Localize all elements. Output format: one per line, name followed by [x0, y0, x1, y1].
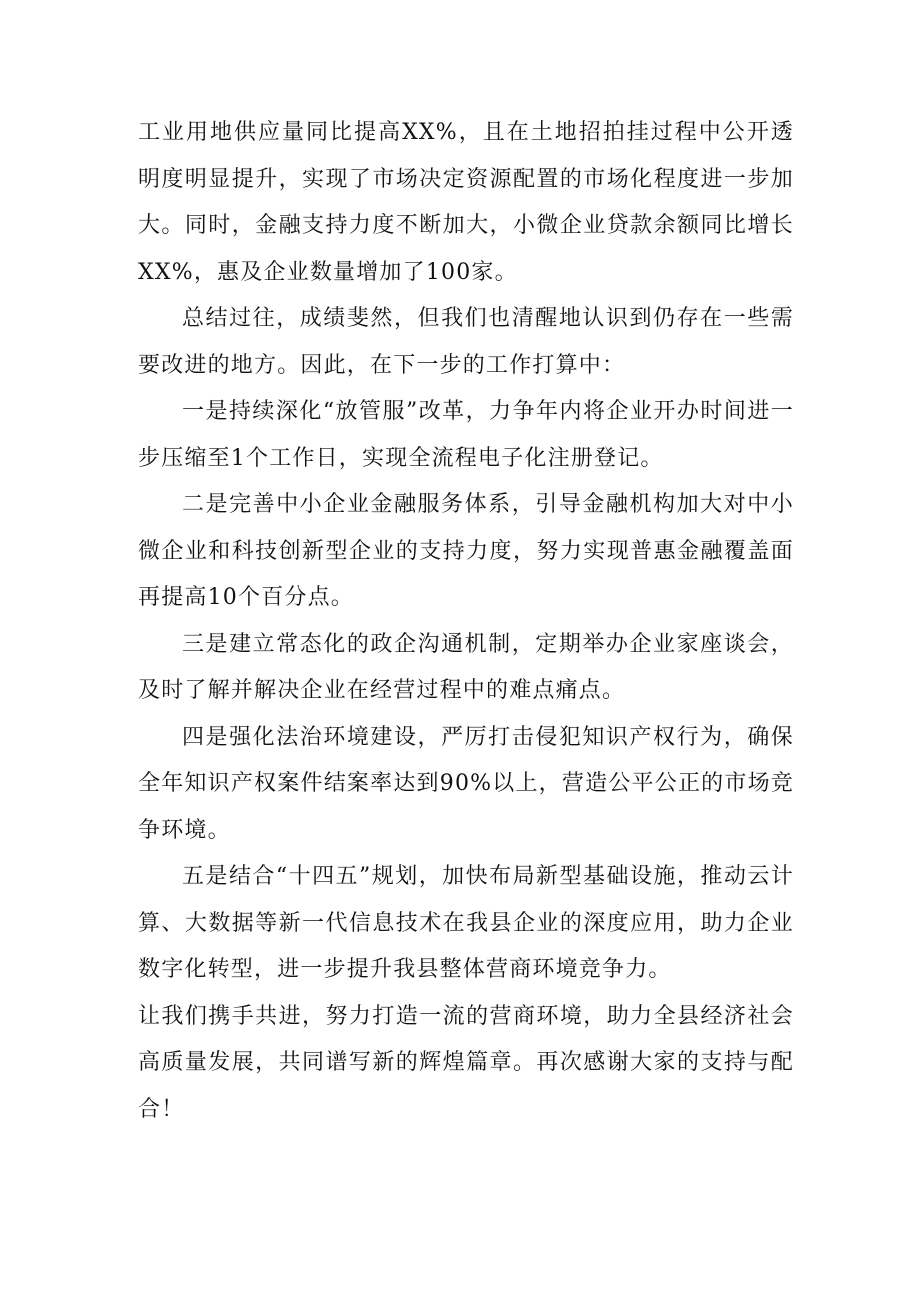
paragraph-closing: 让我们携手共进，努力打造一流的营商环境，助力全县经济社会高质量发展，共同谱写新的辉煌篇章。再次感谢大家的支持与配合！ [138, 1003, 794, 1122]
paragraph-plan-one: 一是持续深化“放管服”改革，力争年内将企业开办时间进一步压缩至1个工作日，实现全流程电子化注册登记。 [138, 399, 794, 471]
paragraph-land-and-finance: 工业用地供应量同比提高XX%，且在土地招拍挂过程中公开透明度明显提升，实现了市场决定资源配置的市场化程度进一步加大。同时，金融支持力度不断加大，小微企业贷款余额同比增长XX%，惠及企业数量增加了100家。 [138, 120, 794, 285]
paragraph-plan-three: 三是建立常态化的政企沟通机制，定期举办企业家座谈会，及时了解并解决企业在经营过程中的难点痛点。 [138, 631, 794, 703]
paragraph-plan-five: 五是结合“十四五”规划，加快布局新型基础设施，推动云计算、大数据等新一代信息技术在我县企业的深度应用，助力企业数字化转型，进一步提升我县整体营商环境竞争力。 [138, 864, 794, 982]
paragraph-plan-four: 四是强化法治环境建设，严厉打击侵犯知识产权行为，确保全年知识产权案件结案率达到90%以上，营造公平公正的市场竞争环境。 [138, 724, 794, 843]
paragraph-summary: 总结过往，成绩斐然，但我们也清醒地认识到仍存在一些需要改进的地方。因此，在下一步的工作打算中： [138, 306, 794, 378]
paragraph-plan-two: 二是完善中小企业金融服务体系，引导金融机构加大对中小微企业和科技创新型企业的支持力度，努力实现普惠金融覆盖面再提高10个百分点。 [138, 492, 794, 610]
document-body [138, 110, 794, 1133]
